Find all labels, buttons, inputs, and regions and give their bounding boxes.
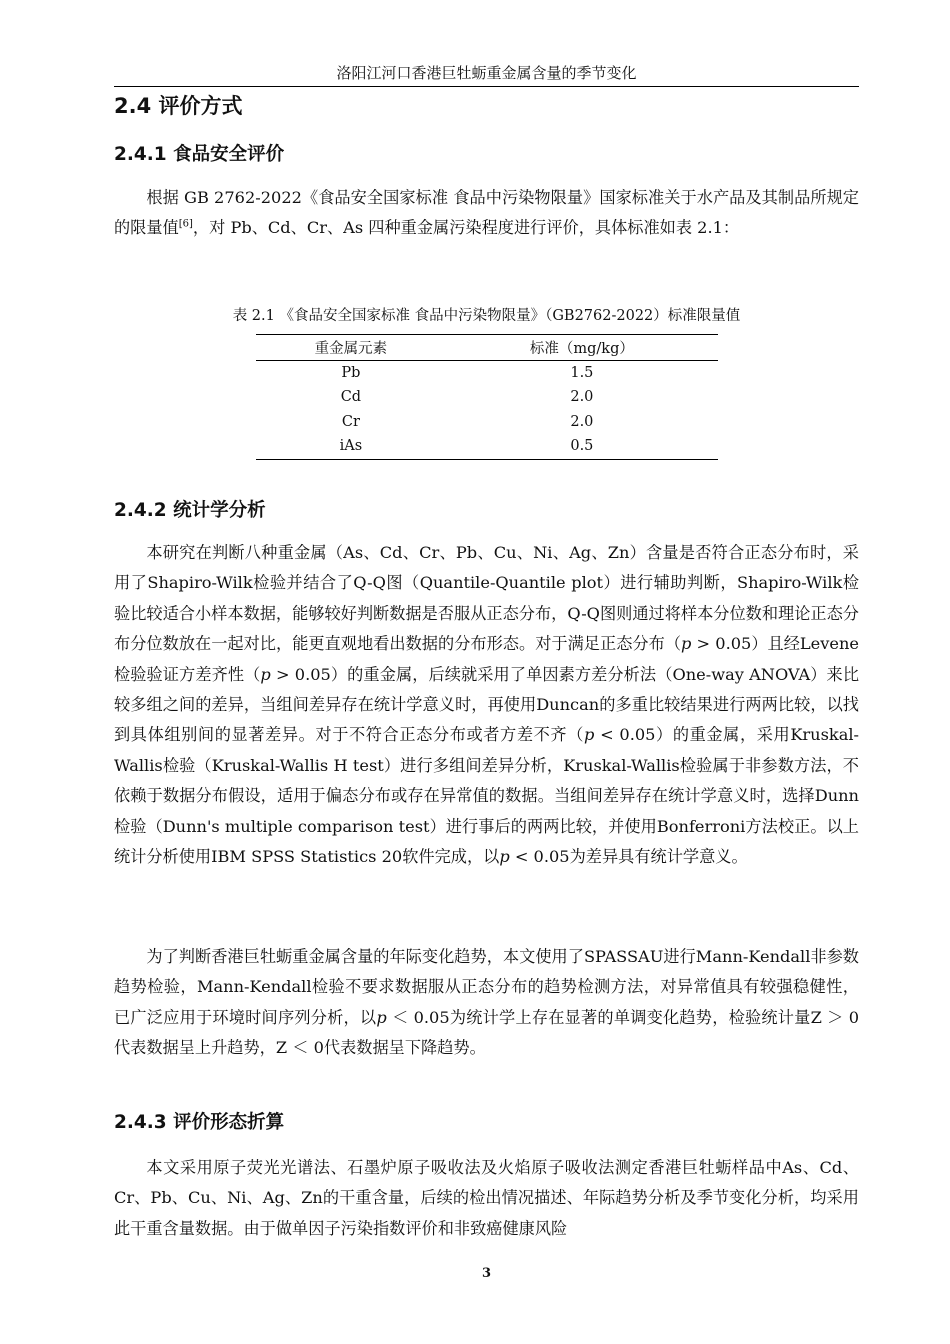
p-value-symbol: p [376, 1007, 387, 1027]
paragraph-text: > 0.05）且经Levene检验验证方差齐性（ [114, 634, 859, 684]
table-cell: Cd [340, 389, 362, 406]
paragraph-text: ＜ 0.05为统计学上存在显著的单调变化趋势，检验统计量Z ＞ 0代表数据呈上升趋势，Z ＜ 0代表数据呈下降趋势。 [114, 1007, 860, 1058]
paragraph-statistics [114, 538, 859, 872]
table-cell: 1.5 [570, 364, 594, 381]
paragraph-conversion: 本文采用原子荧光光谱法、石墨炉原子吸收法及火焰原子吸收法测定香港巨牡蛎样品中As、Cd、Cr、Pb、Cu、Ni、Ag、Zn的干重含量，后续的检出情况描述、年际趋势分析及季节变化分析，均采用此干重含量数据。由于做单因子污染指数评价和非致癌健康风险 [114, 1158, 859, 1238]
paragraph-text: ，对 Pb、Cd、Cr、As 四种重金属污染程度进行评价，具体标准如表 2.1： [192, 218, 740, 238]
table-cell: iAs [339, 438, 363, 455]
table-cell: Pb [341, 364, 361, 381]
paragraph-text: 为了判断香港巨牡蛎重金属含量的年际变化趋势，本文使用了SPASSAU进行Mann-Kendall非参数趋势检验，Mann-Kendall检验不要求数据服从正态分布的趋势检测方法，对异常值具有较强稳健性，已广泛应用于环境时间序列分析，以 [114, 947, 859, 1027]
p-value-symbol: p [260, 664, 271, 684]
paragraph-food-safety [114, 183, 859, 244]
table-cell: 2.0 [570, 413, 594, 430]
table-cell: Cr [341, 413, 360, 430]
table-header-row [256, 335, 718, 361]
p-value-symbol: p [583, 725, 595, 745]
header-rule [114, 86, 859, 87]
paragraph-text: < 0.05为差异具有统计学意义。 [509, 847, 748, 867]
table-row [256, 385, 718, 410]
table-cell: 2.0 [570, 389, 594, 406]
table-row [256, 360, 718, 385]
p-value-symbol: p [499, 847, 510, 867]
table-caption: 表 2.1 《食品安全国家标准 食品中污染物限量》（GB2762-2022）标准限量值 [232, 308, 741, 324]
table-cell: 0.5 [570, 438, 594, 455]
citation-ref[interactable]: [6] [178, 219, 193, 231]
table-header-cell: 标准（mg/kg） [529, 340, 634, 357]
subsection-heading-2-4-2: 2.4.2 统计学分析 [114, 500, 266, 521]
p-value-symbol: p [681, 634, 692, 654]
subsection-heading-2-4-1: 2.4.1 食品安全评价 [114, 144, 285, 165]
paragraph-text: 本研究在判断八种重金属（As、Cd、Cr、Pb、Cu、Ni、Ag、Zn）含量是否符合正态分布时，采用了Shapiro-Wilk检验并结合了Q-Q图（Quantile-Quantile plot）进行辅助判断，Shapiro-Wilk检验比较适合小样本数据，能够较好判断数据是否服从正态分布，Q-Q图则通过将样本分位数和理论正态分布分位数放在一起对比，能更直观地看出数据的分布形态。对于满足正态分布（ [114, 543, 859, 654]
paragraph-text: < 0.05）的重金属，采用Kruskal-Wallis检验（Kruskal-Wallis H test）进行多组间差异分析，Kruskal-Wallis检验属于非参数方法，不依赖于数据分布假设，适用于偏态分布或存在异常值的数据。当组间差异存在统计学意义时，选择Dunn 检验（Dunn's multiple comparison test）进行事后的两两比较，并使用Bonferroni方法校正。以上统计分析使用IBM SPSS Statistics 20软件完成，以 [114, 725, 859, 867]
table-row [256, 434, 718, 459]
table-header-cell: 重金属元素 [314, 340, 388, 357]
running-header: 洛阳江河口香港巨牡蛎重金属含量的季节变化 [336, 64, 637, 82]
paragraph-trend-analysis [114, 942, 859, 1064]
paragraph-text: > 0.05）的重金属，后续就采用了单因素方差分析法（One-way ANOVA）来比较多组之间的差异，当组间差异存在统计学意义时，再使用Duncan的多重比较结果进行两两比较，以找到具体组别间的显著差异。对于不符合正态分布或者方差不齐（ [114, 664, 860, 745]
subsection-heading-2-4-3: 2.4.3 评价形态折算 [114, 1112, 285, 1133]
section-heading-2-4: 2.4 评价方式 [114, 94, 243, 118]
paragraph-text: 根据 GB 2762-2022《食品安全国家标准 食品中污染物限量》国家标准关于水产品及其制品所规定的限量值 [114, 188, 859, 238]
limits-table [256, 334, 718, 460]
page-number: 3 [481, 1266, 492, 1281]
table-row [256, 410, 718, 435]
